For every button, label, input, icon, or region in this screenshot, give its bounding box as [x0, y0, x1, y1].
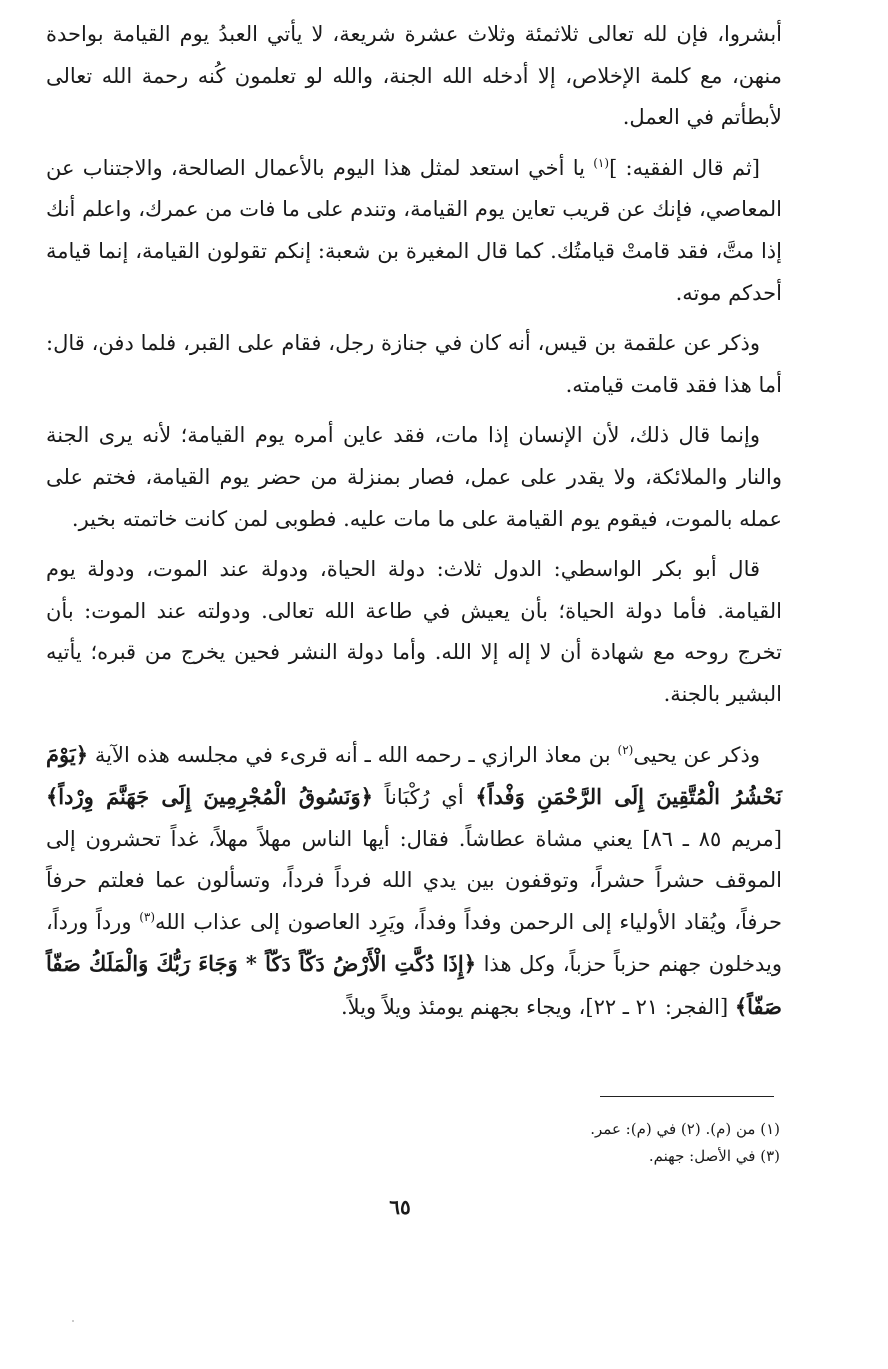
- body-text: [46, 14, 782, 1029]
- paragraph-4: [46, 415, 782, 540]
- paragraph-text: وإنما قال ذلك، لأن الإنسان إذا مات، فقد عاين أمره يوم القيامة؛ لأنه يرى الجنة والنار والملائكة، ولا يقدر على عمل، فصار بمنزلة من حضر يوم القيامة، فختم على عمله بالموت، فيقوم يوم القيامة على ما مات عليه. فطوبى لمن كانت خاتمته بخير.: [46, 423, 782, 531]
- footnote-line: (١) من (م). (٢) في (م): عمر.: [590, 1120, 780, 1138]
- footnote-ref-3: (٣): [139, 909, 156, 924]
- footnote-separator: [600, 1096, 774, 1097]
- footnotes: [440, 1116, 780, 1170]
- quran-verse: ﴿إِذَا دُكَّتِ الْأَرْضُ دَكّاً دَكّاً * وَجَاءَ رَبُّكَ وَالْمَلَكُ صَفّاً صَفّاً﴾: [46, 951, 782, 1020]
- page-number: ٦٥: [389, 1195, 411, 1219]
- paragraph-text: [مريم ٨٥ ـ ٨٦] يعني مشاة عطاشاً. فقال: أيها الناس مهلاً مهلاً، غداً تحشرون إلى الموقف حشراً حشراً، وتوقفون بين يدي الله فرداً فرداً، وتسألون عما فعلتم حرفاً حرفاً، ويُقاد الأولياء إلى الرحمن وفداً وفداً، ويَرِد العاصون إلى عذاب الله: [46, 826, 783, 934]
- paragraph-5: [46, 549, 782, 715]
- footnote-line: (٣) في الأصل: جهنم.: [648, 1147, 780, 1165]
- footnote-ref-1: (١): [593, 155, 610, 170]
- paragraph-text: يا أخي استعد لمثل هذا اليوم بالأعمال الصالحة، والاجتناب عن المعاصي، فإنك عن قريب تعاين يوم القيامة، وتندم على ما فات من عمرك، واعلم أنك إذا متَّ، فقد قامتْ قيامتُك. كما قال المغيرة بن شعبة: إنكم تقولون القيامة، إنما قيامة أحدكم موته.: [46, 155, 782, 305]
- paragraph-text: بن معاذ الرازي ـ رحمه الله ـ أنه قرىء في مجلسه هذه الآية: [88, 742, 618, 767]
- paragraph-text: [الفجر: ٢١ ـ ٢٢]، ويجاء بجهنم يومئذ ويلاً ويلاً.: [340, 995, 735, 1020]
- paragraph-text: أبشروا، فإن لله تعالى ثلاثمئة وثلاث عشرة شريعة، لا يأتي العبدُ يوم القيامة بواحدة منهن، مع كلمة الإخلاص، إلا أدخله الله الجنة، والله لو تعلمون كُنه رحمة الله تعالى لأبطأتم في العمل.: [46, 22, 782, 130]
- paragraph-text: [ثم قال الفقيه: ]: [609, 155, 760, 180]
- paragraph-3: [46, 323, 782, 406]
- paragraph-text: وذكر عن علقمة بن قيس، أنه كان في جنازة رجل، فقام على القبر، فلما دفن، قال: أما هذا فقد قامت قيامته.: [46, 331, 782, 397]
- paragraph-6: [46, 734, 782, 1029]
- footnote-ref-2: (٢): [617, 742, 634, 757]
- quran-verse: ﴿وَنَسُوقُ الْمُجْرِمِينَ إِلَى جَهَنَّمَ وِرْداً﴾: [46, 784, 373, 810]
- scan-speck: [72, 1320, 74, 1322]
- paragraph-1: [46, 14, 782, 139]
- paragraph-text: قال أبو بكر الواسطي: الدول ثلاث: دولة الحياة، ودولة عند الموت، ودولة يوم القيامة. فأما دولة الحياة؛ بأن يعيش في طاعة الله تعالى. ودولته عند الموت: بأن تخرج روحه مع شهادة أن لا إله إلا الله. وأما دولة النشر فحين يخرج من قبره؛ يأتيه البشير بالجنة.: [46, 557, 782, 706]
- paragraph-text: أي رُكْبَاناً: [372, 785, 476, 810]
- quran-verse: ﴿يَوْمَ نَحْشُرُ الْمُتَّقِينَ إِلَى الرَّحْمَنِ وَفْداً﴾: [46, 741, 782, 810]
- paragraph-text: وذكر عن يحيى: [633, 742, 760, 767]
- paragraph-text: ورداً ورداً، ويدخلون جهنم حزباً حزباً، وكل هذا: [46, 909, 782, 977]
- paragraph-2: [46, 148, 782, 314]
